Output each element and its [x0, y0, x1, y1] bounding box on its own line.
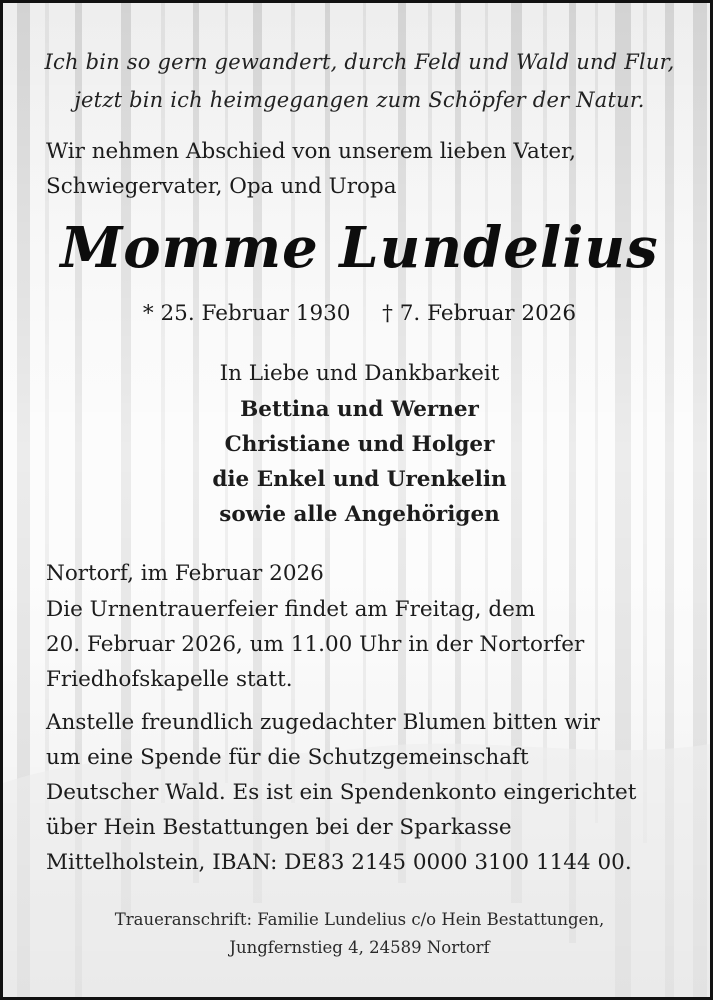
deceased-name: Momme Lundelius: [60, 215, 659, 281]
death-date: † 7. Februar 2026: [382, 301, 577, 326]
mourner-name: die Enkel und Urenkelin: [212, 467, 507, 492]
place-date: Nortorf, im Februar 2026: [46, 561, 324, 586]
mourner-name: sowie alle Angehörigen: [219, 502, 500, 527]
ceremony-line: 20. Februar 2026, um 11.00 Uhr in der Nortorfer: [46, 632, 585, 657]
mourners-heading: In Liebe und Dankbarkeit: [219, 361, 500, 386]
mourning-address-line-1: Traueranschrift: Familie Lundelius c/o Hein Bestattungen,: [114, 910, 605, 929]
intro-line-1: Wir nehmen Abschied von unserem lieben Vater,: [46, 139, 576, 164]
poem-line-2: jetzt bin ich heimgegangen zum Schöpfer der Natur.: [74, 88, 645, 112]
donation-line: um eine Spende für die Schutzgemeinschaft: [46, 745, 529, 770]
intro-line-2: Schwiegervater, Opa und Uropa: [46, 174, 397, 199]
mourner-name: Bettina und Werner: [240, 397, 479, 422]
ceremony-line: Friedhofskapelle statt.: [46, 667, 293, 692]
donation-line: Deutscher Wald. Es ist ein Spendenkonto eingerichtet: [46, 780, 637, 805]
poem-line-1: Ich bin so gern gewandert, durch Feld und Wald und Flur,: [44, 50, 675, 74]
birth-date: * 25. Februar 1930: [142, 301, 351, 326]
life-dates: [3, 301, 713, 326]
donation-line: über Hein Bestattungen bei der Sparkasse: [46, 815, 512, 840]
ceremony-line: Die Urnentrauerfeier findet am Freitag, dem: [46, 597, 536, 622]
donation-line: Anstelle freundlich zugedachter Blumen bitten wir: [46, 710, 600, 735]
mourner-name: Christiane und Holger: [224, 432, 495, 457]
donation-line: Mittelholstein, IBAN: DE83 2145 0000 3100 1144 00.: [46, 850, 632, 875]
obituary-content: [3, 3, 713, 1000]
mourning-address-line-2: Jungfernstieg 4, 24589 Nortorf: [229, 938, 490, 957]
